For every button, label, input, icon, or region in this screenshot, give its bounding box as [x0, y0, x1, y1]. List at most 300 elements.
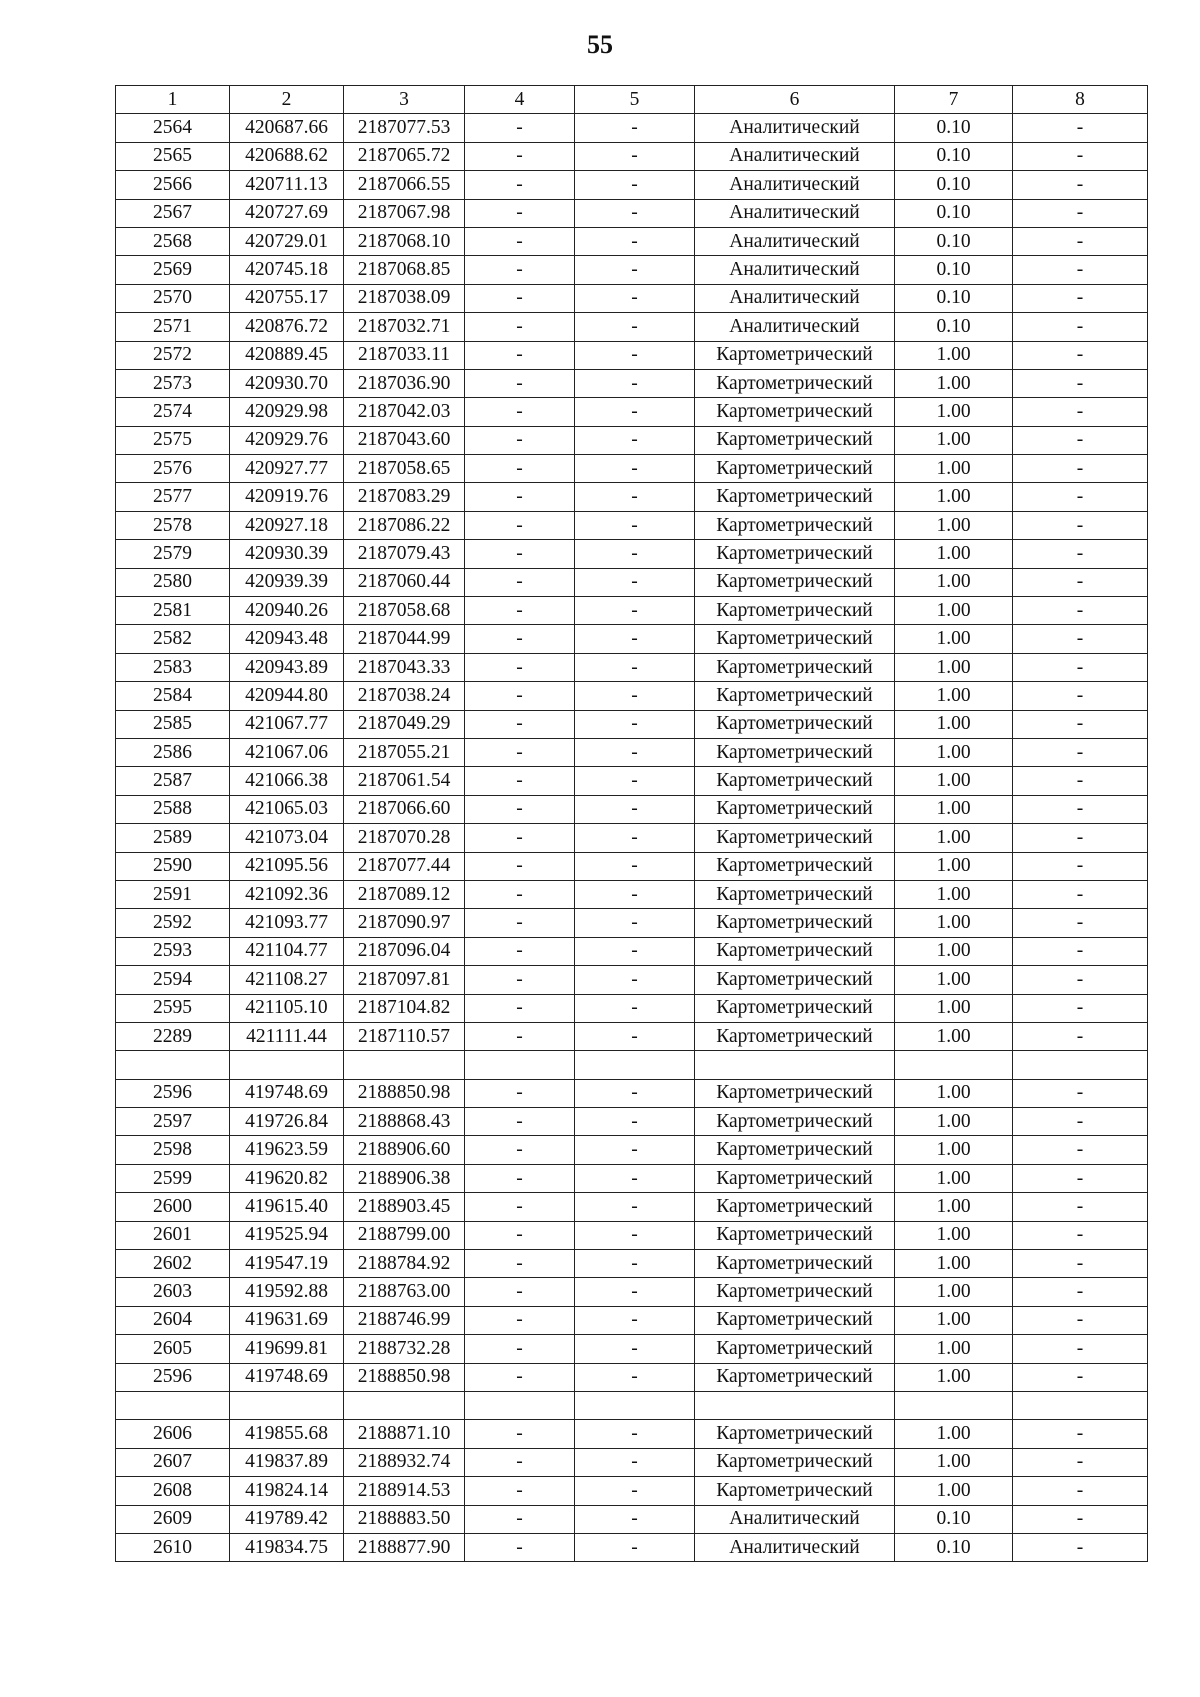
- table-cell: 1.00: [895, 710, 1013, 738]
- table-cell: 2187065.72: [344, 142, 465, 170]
- table-cell: [230, 1051, 344, 1079]
- table-cell: -: [575, 1448, 695, 1476]
- table-cell: -: [465, 1136, 575, 1164]
- table-cell: [575, 1391, 695, 1419]
- table-cell: 420930.70: [230, 369, 344, 397]
- table-cell: 2187066.60: [344, 795, 465, 823]
- table-cell: 0.10: [895, 171, 1013, 199]
- table-cell: -: [1013, 511, 1148, 539]
- table-cell: -: [1013, 1278, 1148, 1306]
- table-cell: -: [1013, 313, 1148, 341]
- table-cell: 2598: [116, 1136, 230, 1164]
- table-cell: -: [575, 1505, 695, 1533]
- table-cell: -: [465, 313, 575, 341]
- table-cell: 2602: [116, 1250, 230, 1278]
- table-cell: Картометрический: [695, 738, 895, 766]
- table-cell: Картометрический: [695, 1079, 895, 1107]
- table-cell: Аналитический: [695, 171, 895, 199]
- table-cell: 420930.39: [230, 540, 344, 568]
- table-cell: -: [575, 966, 695, 994]
- table-cell: 420687.66: [230, 114, 344, 142]
- table-row: [116, 1505, 1148, 1533]
- table-cell: -: [465, 1278, 575, 1306]
- table-cell: 2188906.38: [344, 1164, 465, 1192]
- table-cell: -: [1013, 1448, 1148, 1476]
- table-cell: [116, 1051, 230, 1079]
- table-cell: 2565: [116, 142, 230, 170]
- table-cell: Картометрический: [695, 369, 895, 397]
- table-cell: 2187067.98: [344, 199, 465, 227]
- table-cell: 2188732.28: [344, 1335, 465, 1363]
- table-cell: -: [465, 199, 575, 227]
- table-cell: -: [575, 1533, 695, 1561]
- table-cell: 1.00: [895, 597, 1013, 625]
- table-cell: -: [1013, 994, 1148, 1022]
- table-cell: -: [575, 1022, 695, 1050]
- table-cell: Картометрический: [695, 1363, 895, 1391]
- table-cell: 2187089.12: [344, 880, 465, 908]
- table-cell: [895, 1051, 1013, 1079]
- table-cell: -: [575, 795, 695, 823]
- table-cell: -: [1013, 1193, 1148, 1221]
- table-cell: 421105.10: [230, 994, 344, 1022]
- table-cell: 419837.89: [230, 1448, 344, 1476]
- table-cell: 2187049.29: [344, 710, 465, 738]
- table-cell: Картометрический: [695, 1420, 895, 1448]
- table-cell: 1.00: [895, 824, 1013, 852]
- table-cell: 2573: [116, 369, 230, 397]
- table-cell: 2187110.57: [344, 1022, 465, 1050]
- column-header-1: 1: [116, 86, 230, 114]
- table-cell: 1.00: [895, 625, 1013, 653]
- table-cell: -: [1013, 1335, 1148, 1363]
- table-cell: 2187032.71: [344, 313, 465, 341]
- table-cell: Картометрический: [695, 1164, 895, 1192]
- table-cell: Картометрический: [695, 341, 895, 369]
- table-cell: 2187043.60: [344, 426, 465, 454]
- table-cell: 2187068.10: [344, 227, 465, 255]
- table-cell: Картометрический: [695, 909, 895, 937]
- table-cell: -: [575, 625, 695, 653]
- table-cell: Аналитический: [695, 227, 895, 255]
- table-cell: Картометрический: [695, 455, 895, 483]
- table-cell: Картометрический: [695, 1477, 895, 1505]
- table-cell: Картометрический: [695, 880, 895, 908]
- table-cell: 419824.14: [230, 1477, 344, 1505]
- table-cell: 1.00: [895, 1420, 1013, 1448]
- table-cell: 2188799.00: [344, 1221, 465, 1249]
- table-cell: 2188763.00: [344, 1278, 465, 1306]
- table-cell: 2187042.03: [344, 398, 465, 426]
- table-row: [116, 1533, 1148, 1561]
- table-cell: -: [1013, 682, 1148, 710]
- table-cell: 419834.75: [230, 1533, 344, 1561]
- table-cell: -: [575, 483, 695, 511]
- page-number: 55: [587, 30, 613, 59]
- table-cell: 421104.77: [230, 937, 344, 965]
- table-cell: 420929.76: [230, 426, 344, 454]
- table-row: [116, 937, 1148, 965]
- table-cell: -: [465, 1108, 575, 1136]
- table-cell: -: [465, 568, 575, 596]
- table-cell: -: [1013, 1250, 1148, 1278]
- table-cell: 421095.56: [230, 852, 344, 880]
- table-cell: 1.00: [895, 455, 1013, 483]
- table-cell: 2187077.44: [344, 852, 465, 880]
- table-cell: Картометрический: [695, 1108, 895, 1136]
- table-row: [116, 341, 1148, 369]
- table-cell: 419547.19: [230, 1250, 344, 1278]
- table-cell: 2604: [116, 1306, 230, 1334]
- table-cell: 2575: [116, 426, 230, 454]
- table-cell: 1.00: [895, 994, 1013, 1022]
- table-cell: -: [575, 824, 695, 852]
- table-row: [116, 568, 1148, 596]
- table-cell: 0.10: [895, 227, 1013, 255]
- table-cell: Картометрический: [695, 937, 895, 965]
- table-cell: 1.00: [895, 966, 1013, 994]
- table-cell: Картометрический: [695, 540, 895, 568]
- table-cell: -: [465, 710, 575, 738]
- table-header-row: [116, 86, 1148, 114]
- table-cell: -: [575, 455, 695, 483]
- table-cell: 420927.18: [230, 511, 344, 539]
- table-cell: -: [1013, 171, 1148, 199]
- table-cell: 419726.84: [230, 1108, 344, 1136]
- table-cell: 2187036.90: [344, 369, 465, 397]
- table-row: [116, 313, 1148, 341]
- table-cell: -: [1013, 1221, 1148, 1249]
- table-cell: 2582: [116, 625, 230, 653]
- table-cell: 0.10: [895, 256, 1013, 284]
- table-cell: 2571: [116, 313, 230, 341]
- table-cell: Картометрический: [695, 682, 895, 710]
- table-cell: [695, 1051, 895, 1079]
- table-cell: 1.00: [895, 540, 1013, 568]
- table-cell: -: [1013, 426, 1148, 454]
- column-header-2: 2: [230, 86, 344, 114]
- table-cell: 1.00: [895, 909, 1013, 937]
- table-cell: -: [575, 1164, 695, 1192]
- table-cell: 2608: [116, 1477, 230, 1505]
- table-cell: -: [1013, 653, 1148, 681]
- table-cell: 420755.17: [230, 284, 344, 312]
- table-cell: [344, 1051, 465, 1079]
- table-cell: -: [575, 1079, 695, 1107]
- table-row: [116, 256, 1148, 284]
- table-cell: -: [465, 653, 575, 681]
- table-cell: -: [1013, 824, 1148, 852]
- table-cell: -: [575, 199, 695, 227]
- table-cell: Картометрический: [695, 511, 895, 539]
- table-cell: -: [575, 767, 695, 795]
- table-cell: 2188868.43: [344, 1108, 465, 1136]
- table-cell: 421073.04: [230, 824, 344, 852]
- table-cell: 1.00: [895, 1136, 1013, 1164]
- table-row: [116, 398, 1148, 426]
- table-cell: 1.00: [895, 1335, 1013, 1363]
- table-cell: [1013, 1391, 1148, 1419]
- table-cell: 2566: [116, 171, 230, 199]
- table-cell: -: [465, 937, 575, 965]
- table-cell: -: [575, 1221, 695, 1249]
- table-cell: 2187079.43: [344, 540, 465, 568]
- table-row: [116, 1448, 1148, 1476]
- table-cell: 2577: [116, 483, 230, 511]
- table-cell: 2187077.53: [344, 114, 465, 142]
- table-row: [116, 1221, 1148, 1249]
- table-cell: -: [465, 511, 575, 539]
- table-cell: 1.00: [895, 937, 1013, 965]
- table-row: [116, 682, 1148, 710]
- table-cell: -: [465, 1022, 575, 1050]
- table-row: [116, 625, 1148, 653]
- table-cell: Аналитический: [695, 284, 895, 312]
- table-cell: Картометрический: [695, 426, 895, 454]
- table-cell: -: [1013, 597, 1148, 625]
- table-cell: 421108.27: [230, 966, 344, 994]
- table-cell: 1.00: [895, 568, 1013, 596]
- table-cell: Аналитический: [695, 114, 895, 142]
- table-row: [116, 966, 1148, 994]
- table-cell: -: [575, 398, 695, 426]
- table-row: [116, 852, 1148, 880]
- table-cell: -: [1013, 256, 1148, 284]
- table-cell: 0.10: [895, 1505, 1013, 1533]
- table-body: [116, 114, 1148, 1562]
- table-row: [116, 767, 1148, 795]
- table-row: [116, 1108, 1148, 1136]
- table-cell: 2187070.28: [344, 824, 465, 852]
- table-cell: 2188932.74: [344, 1448, 465, 1476]
- table-cell: -: [465, 880, 575, 908]
- table-cell: 2583: [116, 653, 230, 681]
- table-row: [116, 795, 1148, 823]
- table-row: [116, 1250, 1148, 1278]
- table-cell: 2188883.50: [344, 1505, 465, 1533]
- table-cell: 2187083.29: [344, 483, 465, 511]
- table-cell: -: [1013, 114, 1148, 142]
- table-cell: 420711.13: [230, 171, 344, 199]
- table-row: [116, 284, 1148, 312]
- table-row: [116, 1022, 1148, 1050]
- column-header-7: 7: [895, 86, 1013, 114]
- table-cell: -: [575, 114, 695, 142]
- table-row: [116, 909, 1148, 937]
- table-cell: -: [1013, 1306, 1148, 1334]
- table-cell: Картометрический: [695, 1278, 895, 1306]
- table-cell: -: [465, 824, 575, 852]
- table-cell: [344, 1391, 465, 1419]
- table-cell: -: [465, 171, 575, 199]
- table-cell: -: [575, 597, 695, 625]
- table-cell: -: [1013, 880, 1148, 908]
- table-cell: -: [465, 625, 575, 653]
- table-cell: 2188877.90: [344, 1533, 465, 1561]
- table-row: [116, 1079, 1148, 1107]
- table-cell: -: [575, 909, 695, 937]
- table-cell: 2603: [116, 1278, 230, 1306]
- table-cell: Картометрический: [695, 483, 895, 511]
- table-cell: 2585: [116, 710, 230, 738]
- table-row: [116, 426, 1148, 454]
- table-cell: -: [1013, 1533, 1148, 1561]
- table-cell: Картометрический: [695, 795, 895, 823]
- table-cell: -: [465, 540, 575, 568]
- table-row: [116, 369, 1148, 397]
- table-cell: Картометрический: [695, 824, 895, 852]
- table-cell: -: [575, 1250, 695, 1278]
- table-row: [116, 142, 1148, 170]
- table-cell: -: [575, 880, 695, 908]
- table-spacer-row: [116, 1051, 1148, 1079]
- table-cell: Картометрический: [695, 1136, 895, 1164]
- table-cell: 2187097.81: [344, 966, 465, 994]
- table-cell: 2589: [116, 824, 230, 852]
- table-cell: 420943.48: [230, 625, 344, 653]
- table-cell: 2597: [116, 1108, 230, 1136]
- table-cell: -: [1013, 738, 1148, 766]
- table-cell: [465, 1391, 575, 1419]
- table-cell: 2595: [116, 994, 230, 1022]
- table-cell: 421111.44: [230, 1022, 344, 1050]
- table-cell: 2188784.92: [344, 1250, 465, 1278]
- coordinates-table: [115, 85, 1148, 1562]
- table-cell: -: [1013, 1505, 1148, 1533]
- table-cell: 0.10: [895, 199, 1013, 227]
- table-cell: -: [465, 795, 575, 823]
- table-cell: -: [465, 966, 575, 994]
- table-row: [116, 511, 1148, 539]
- table-cell: -: [465, 1221, 575, 1249]
- table-cell: -: [1013, 1477, 1148, 1505]
- table-cell: Картометрический: [695, 767, 895, 795]
- table-cell: Картометрический: [695, 1250, 895, 1278]
- column-header-6: 6: [695, 86, 895, 114]
- table-cell: 1.00: [895, 767, 1013, 795]
- table-cell: 420943.89: [230, 653, 344, 681]
- table-cell: 1.00: [895, 653, 1013, 681]
- table-cell: Аналитический: [695, 142, 895, 170]
- table-row: [116, 483, 1148, 511]
- table-cell: -: [465, 767, 575, 795]
- table-row: [116, 1193, 1148, 1221]
- table-cell: 2584: [116, 682, 230, 710]
- table-cell: -: [575, 568, 695, 596]
- table-cell: 0.10: [895, 284, 1013, 312]
- table-cell: 2586: [116, 738, 230, 766]
- table-cell: Картометрический: [695, 966, 895, 994]
- table-cell: 2568: [116, 227, 230, 255]
- table-cell: -: [575, 511, 695, 539]
- table-cell: 2610: [116, 1533, 230, 1561]
- table-cell: 1.00: [895, 1221, 1013, 1249]
- table-cell: -: [1013, 1108, 1148, 1136]
- table-cell: 419620.82: [230, 1164, 344, 1192]
- table-cell: Аналитический: [695, 256, 895, 284]
- table-cell: 1.00: [895, 1250, 1013, 1278]
- table-cell: Картометрический: [695, 1335, 895, 1363]
- table-cell: Картометрический: [695, 1448, 895, 1476]
- table-cell: Картометрический: [695, 710, 895, 738]
- table-cell: -: [1013, 1079, 1148, 1107]
- table-cell: -: [1013, 199, 1148, 227]
- table-cell: -: [465, 682, 575, 710]
- table-cell: 419631.69: [230, 1306, 344, 1334]
- table-row: [116, 1306, 1148, 1334]
- table-cell: -: [1013, 625, 1148, 653]
- table-cell: -: [1013, 142, 1148, 170]
- table-cell: 1.00: [895, 1363, 1013, 1391]
- table-cell: -: [1013, 909, 1148, 937]
- table-cell: 2591: [116, 880, 230, 908]
- table-row: [116, 227, 1148, 255]
- table-cell: [465, 1051, 575, 1079]
- table-cell: 421065.03: [230, 795, 344, 823]
- table-cell: -: [465, 1505, 575, 1533]
- table-cell: 1.00: [895, 511, 1013, 539]
- table-cell: Картометрический: [695, 1022, 895, 1050]
- table-row: [116, 540, 1148, 568]
- table-row: [116, 597, 1148, 625]
- table-cell: 419789.42: [230, 1505, 344, 1533]
- table-cell: [575, 1051, 695, 1079]
- table-cell: 2580: [116, 568, 230, 596]
- table-cell: -: [1013, 483, 1148, 511]
- table-cell: 2592: [116, 909, 230, 937]
- table-cell: 1.00: [895, 1108, 1013, 1136]
- table-cell: 2587: [116, 767, 230, 795]
- table-cell: 421092.36: [230, 880, 344, 908]
- table-row: [116, 994, 1148, 1022]
- table-cell: 0.10: [895, 1533, 1013, 1561]
- table-cell: -: [465, 1533, 575, 1561]
- table-cell: -: [575, 1420, 695, 1448]
- table-cell: -: [575, 369, 695, 397]
- table-cell: -: [575, 142, 695, 170]
- table-cell: [695, 1391, 895, 1419]
- table-cell: 0.10: [895, 313, 1013, 341]
- table-cell: Картометрический: [695, 653, 895, 681]
- table-cell: 420729.01: [230, 227, 344, 255]
- table-cell: -: [1013, 227, 1148, 255]
- table-cell: 2289: [116, 1022, 230, 1050]
- column-header-3: 3: [344, 86, 465, 114]
- table-cell: -: [575, 1193, 695, 1221]
- table-cell: 2607: [116, 1448, 230, 1476]
- table-cell: -: [1013, 284, 1148, 312]
- table-cell: 1.00: [895, 426, 1013, 454]
- table-cell: 2187055.21: [344, 738, 465, 766]
- table-cell: 2188746.99: [344, 1306, 465, 1334]
- table-cell: -: [465, 284, 575, 312]
- table-cell: 420876.72: [230, 313, 344, 341]
- table-cell: -: [575, 313, 695, 341]
- table-cell: 1.00: [895, 369, 1013, 397]
- table-cell: [116, 1391, 230, 1419]
- table-cell: 1.00: [895, 880, 1013, 908]
- table-cell: -: [465, 455, 575, 483]
- table-cell: 2574: [116, 398, 230, 426]
- table-cell: -: [465, 1164, 575, 1192]
- table-cell: 2567: [116, 199, 230, 227]
- table-row: [116, 114, 1148, 142]
- table-row: [116, 1420, 1148, 1448]
- table-cell: 420919.76: [230, 483, 344, 511]
- table-cell: -: [575, 653, 695, 681]
- table-cell: -: [465, 852, 575, 880]
- table-cell: 2601: [116, 1221, 230, 1249]
